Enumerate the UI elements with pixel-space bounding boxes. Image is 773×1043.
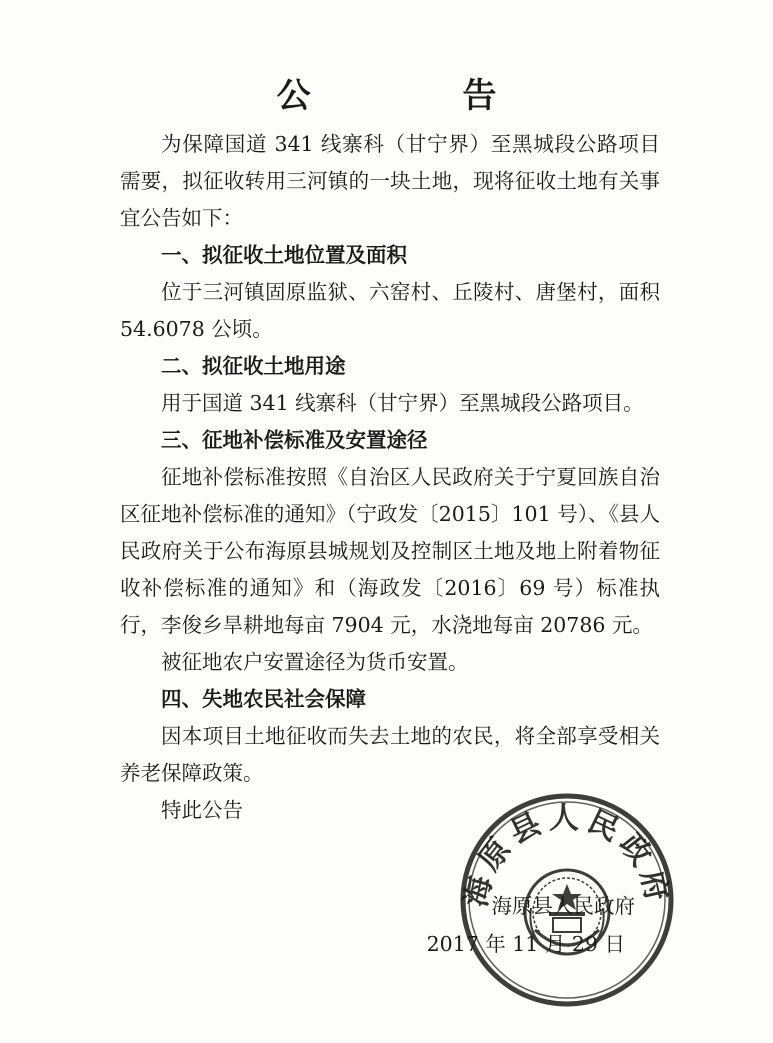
heading-social-security: 四、失地农民社会保障 [161,687,366,711]
document-title: 公 告 [276,76,567,116]
document-body [120,126,660,829]
paragraph-intro: 为保障国道 341 线寨科（甘宁界）至黑城段公路项目需要，拟征收转用三河镇的一块土地，现将征收土地有关事宜公告如下： [120,132,660,230]
heading-land-use: 二、拟征收土地用途 [161,354,346,378]
paragraph-location-area: 位于三河镇固原监狱、六窑村、丘陵村、唐堡村，面积 54.6078 公顷。 [120,280,660,341]
heading-location-area: 一、拟征收土地位置及面积 [161,243,407,267]
signature-date: 2017 年 11 月 29 日 [426,932,625,956]
paragraph-compensation-standard: 征地补偿标准按照《自治区人民政府关于宁夏回族自治区征地补偿标准的通知》（宁政发〔2015〕101 号）、《县人民政府关于公布海原县城规划及控制区土地及地上附着物征收补偿标准的通知》和（海政发〔2016〕69 号）标准执行，李俊乡旱耕地每亩 7904 元，水浇地每亩 20786 元。 [120,465,660,637]
paragraph-resettlement: 被征地农户安置途径为货币安置。 [161,650,469,674]
heading-compensation: 三、征地补偿标准及安置途径 [161,428,428,452]
paragraph-social-security: 因本项目土地征收而失去土地的农民，将全部享受相关养老保障政策。 [120,724,660,785]
signature-org: 海原县人民政府 [491,894,635,918]
seal-text: 海原县人民政府 [458,801,676,911]
paragraph-land-use: 用于国道 341 线寨科（甘宁界）至黑城段公路项目。 [161,391,644,415]
paragraph-closing: 特此公告 [161,798,243,822]
